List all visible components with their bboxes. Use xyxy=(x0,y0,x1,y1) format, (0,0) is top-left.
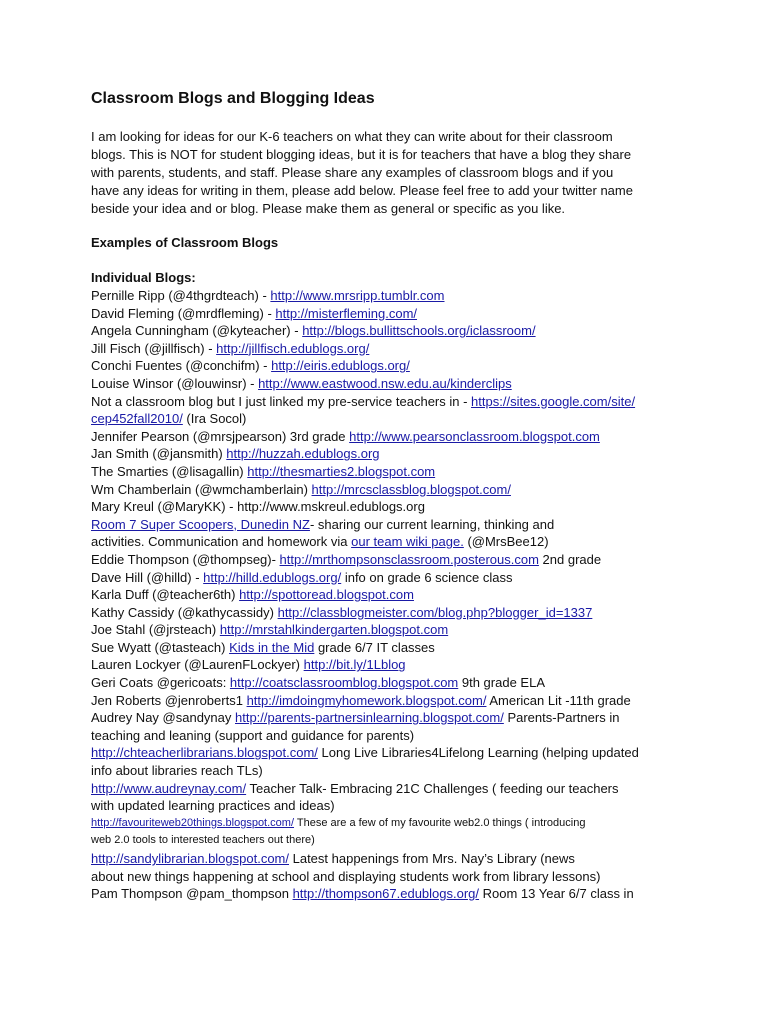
entry-text: Geri Coats @gericoats: xyxy=(91,675,230,691)
entry-text: Dave Hill (@hilld) - xyxy=(91,569,204,585)
blog-link[interactable]: http://classblogmeister.com/blog.php?blogger_id=1337 xyxy=(277,604,593,620)
entry-text: - sharing our current learning, thinking and xyxy=(309,516,555,532)
list-item xyxy=(91,533,711,551)
entry-text: Sue Wyatt (@tasteach) xyxy=(91,639,230,655)
entry-text: Wm Chamberlain (@wmchamberlain) xyxy=(91,481,312,497)
list-item xyxy=(91,621,711,639)
blog-link[interactable]: http://eiris.edublogs.org/ xyxy=(271,358,410,374)
entry-text: Pernille Ripp (@4thgrdteach) - xyxy=(91,288,271,303)
intro-line: with parents, students, and staff. Please share any examples of classroom blogs and if you xyxy=(91,165,614,180)
blog-link[interactable]: http://huzzah.edublogs.org xyxy=(226,446,380,462)
entry-text: about new things happening at school and displaying students work from library lessons) xyxy=(91,868,601,884)
entry-text: grade 6/7 IT classes xyxy=(314,639,435,655)
entry-text: (Ira Socol) xyxy=(182,411,247,427)
list-item xyxy=(91,340,711,358)
list-item xyxy=(91,410,711,428)
entry-text: American Lit -11th grade xyxy=(486,692,631,708)
entry-text: Jennifer Pearson (@mrsjpearson) 3rd grade xyxy=(91,428,350,444)
entry-text: info about libraries reach TLs) xyxy=(91,763,263,779)
blog-link[interactable]: http://mrcsclassblog.blogspot.com/ xyxy=(311,481,511,497)
intro-line: have any ideas for writing in them, please add below. Please feel free to add your twitter name xyxy=(91,183,633,198)
blog-link[interactable]: http://www.audreynay.com/ xyxy=(91,780,247,796)
entry-text: Pam Thompson @pam_thompson xyxy=(91,886,293,902)
blog-link[interactable]: http://chteacherlibrarians.blogspot.com/ xyxy=(91,745,318,761)
blog-link[interactable]: http://imdoingmyhomework.blogspot.com/ xyxy=(246,692,487,708)
entry-text: Audrey Nay @sandynay xyxy=(91,710,235,726)
list-item xyxy=(91,885,711,903)
blog-link[interactable]: http://misterfleming.com/ xyxy=(275,305,418,321)
list-item xyxy=(91,797,711,815)
entry-text: Jill Fisch (@jillfisch) - xyxy=(91,340,217,356)
entry-text: Parents-Partners in xyxy=(503,710,620,726)
list-item xyxy=(91,762,711,780)
list-item xyxy=(91,375,711,393)
list-item xyxy=(91,656,711,674)
entry-text: teaching and leaning (support and guidance for parents) xyxy=(91,727,415,743)
entry-text: These are a few of my favourite web2.0 things ( introducing xyxy=(294,816,586,829)
list-item xyxy=(91,709,711,727)
section-heading: Examples of Classroom Blogs xyxy=(91,235,279,250)
blog-link[interactable]: cep452fall2010/ xyxy=(91,411,183,427)
blog-list xyxy=(91,287,711,903)
entry-text: Joe Stahl (@jrsteach) xyxy=(91,622,220,638)
list-item xyxy=(91,674,711,692)
entry-text: Long Live Libraries4Lifelong Learning (helping updated xyxy=(317,745,639,761)
intro-line: beside your idea and or blog. Please make them as general or specific as you like. xyxy=(91,201,566,216)
entry-text: Latest happenings from Mrs. Nay’s Library (news xyxy=(289,851,575,866)
entry-text: 9th grade ELA xyxy=(458,675,545,691)
blog-link[interactable]: http://parents-partnersinlearning.blogspot.com/ xyxy=(235,710,504,726)
entry-text: Kathy Cassidy (@kathycassidy) xyxy=(91,604,278,620)
list-item xyxy=(91,481,711,499)
blog-link[interactable]: http://spottoread.blogspot.com xyxy=(239,587,414,603)
blog-link[interactable]: http://jillfisch.edublogs.org/ xyxy=(216,340,370,356)
list-item xyxy=(91,727,711,745)
blog-link[interactable]: http://bit.ly/1Lblog xyxy=(303,657,406,673)
entry-text: web 2.0 tools to interested teachers out there) xyxy=(91,834,315,847)
entry-text: info on grade 6 science class xyxy=(341,569,513,585)
list-item xyxy=(91,639,711,657)
entry-text: Not a classroom blog but I just linked my pre-service teachers in - xyxy=(91,393,472,409)
entry-text: Louise Winsor (@louwinsr) - xyxy=(91,375,259,391)
blog-link[interactable]: http://mrstahlkindergarten.blogspot.com xyxy=(219,622,449,638)
entry-text: The Smarties (@lisagallin) xyxy=(91,463,248,479)
document-title: Classroom Blogs and Blogging Ideas xyxy=(91,90,375,107)
entry-text: (@MrsBee12) xyxy=(463,534,549,550)
list-item xyxy=(91,692,711,710)
list-item xyxy=(91,551,711,569)
entry-text: Jan Smith (@jansmith) xyxy=(91,446,227,462)
entry-text: Jen Roberts @jenroberts1 xyxy=(91,692,247,708)
list-item xyxy=(91,428,711,446)
list-item xyxy=(91,357,711,375)
entry-text: Conchi Fuentes (@conchifm) - xyxy=(91,358,272,374)
blog-link[interactable]: http://www.pearsonclassroom.blogspot.com xyxy=(349,428,600,444)
blog-link[interactable]: http://blogs.bullittschools.org/iclassroom/ xyxy=(302,323,536,339)
list-item xyxy=(91,322,711,340)
list-item xyxy=(91,287,711,305)
list-item xyxy=(91,463,711,481)
entry-text: with updated learning practices and ideas) xyxy=(91,798,335,814)
list-item xyxy=(91,393,711,411)
blog-link[interactable]: http://www.eastwood.nsw.edu.au/kinderclips xyxy=(258,375,512,391)
list-item xyxy=(91,604,711,622)
blog-link[interactable]: http://www.mrsripp.tumblr.com xyxy=(270,288,445,303)
list-item xyxy=(91,744,711,762)
blog-link[interactable]: https://sites.google.com/site/ xyxy=(471,393,636,409)
list-item xyxy=(91,780,711,798)
list-item xyxy=(91,832,711,850)
blog-link[interactable]: Kids in the Mid xyxy=(229,639,315,655)
entry-text: David Fleming (@mrdfleming) - xyxy=(91,305,276,321)
blog-link[interactable]: Room 7 Super Scoopers, Dunedin NZ xyxy=(91,516,310,532)
list-item xyxy=(91,850,711,868)
entry-text: Karla Duff (@teacher6th) xyxy=(91,587,240,603)
entry-text: Mary Kreul (@MaryKK) - http://www.mskreul.edublogs.org xyxy=(91,499,425,515)
intro-line: I am looking for ideas for our K-6 teachers on what they can write about for their classroom xyxy=(91,129,613,144)
intro-paragraph xyxy=(91,128,691,218)
intro-line: blogs. This is NOT for student blogging ideas, but it is for teachers that have a blog they share xyxy=(91,147,632,162)
blog-link[interactable]: http://favouriteweb20things.blogspot.com/ xyxy=(91,816,295,829)
list-item xyxy=(91,516,711,534)
entry-text: Lauren Lockyer (@LaurenFLockyer) xyxy=(91,657,304,673)
entry-text: Eddie Thompson (@thompseg)- xyxy=(91,551,280,567)
entry-text: Teacher Talk- Embracing 21C Challenges ( feeding our teachers xyxy=(246,780,619,796)
entry-text: Room 13 Year 6/7 class in xyxy=(479,886,634,902)
blog-link[interactable]: http://hilld.edublogs.org/ xyxy=(203,569,342,585)
blog-link[interactable]: our team wiki page. xyxy=(351,534,464,550)
entry-text: Angela Cunningham (@kyteacher) - xyxy=(91,323,303,339)
entry-text: activities. Communication and homework via xyxy=(91,534,352,550)
blog-link[interactable]: http://mrthompsonsclassroom.posterous.com xyxy=(279,551,539,567)
subsection-heading: Individual Blogs: xyxy=(91,270,196,285)
list-item xyxy=(91,498,711,516)
entry-text: 2nd grade xyxy=(538,551,602,567)
list-item xyxy=(91,586,711,604)
list-item xyxy=(91,815,711,833)
blog-link[interactable]: http://thompson67.edublogs.org/ xyxy=(292,886,480,902)
list-item xyxy=(91,569,711,587)
blog-link[interactable]: http://coatsclassroomblog.blogspot.com xyxy=(229,675,459,691)
list-item xyxy=(91,445,711,463)
blog-link[interactable]: http://thesmarties2.blogspot.com xyxy=(247,463,436,479)
list-item xyxy=(91,305,711,323)
blog-link[interactable]: http://sandylibrarian.blogspot.com/ xyxy=(91,851,289,866)
list-item xyxy=(91,868,711,886)
